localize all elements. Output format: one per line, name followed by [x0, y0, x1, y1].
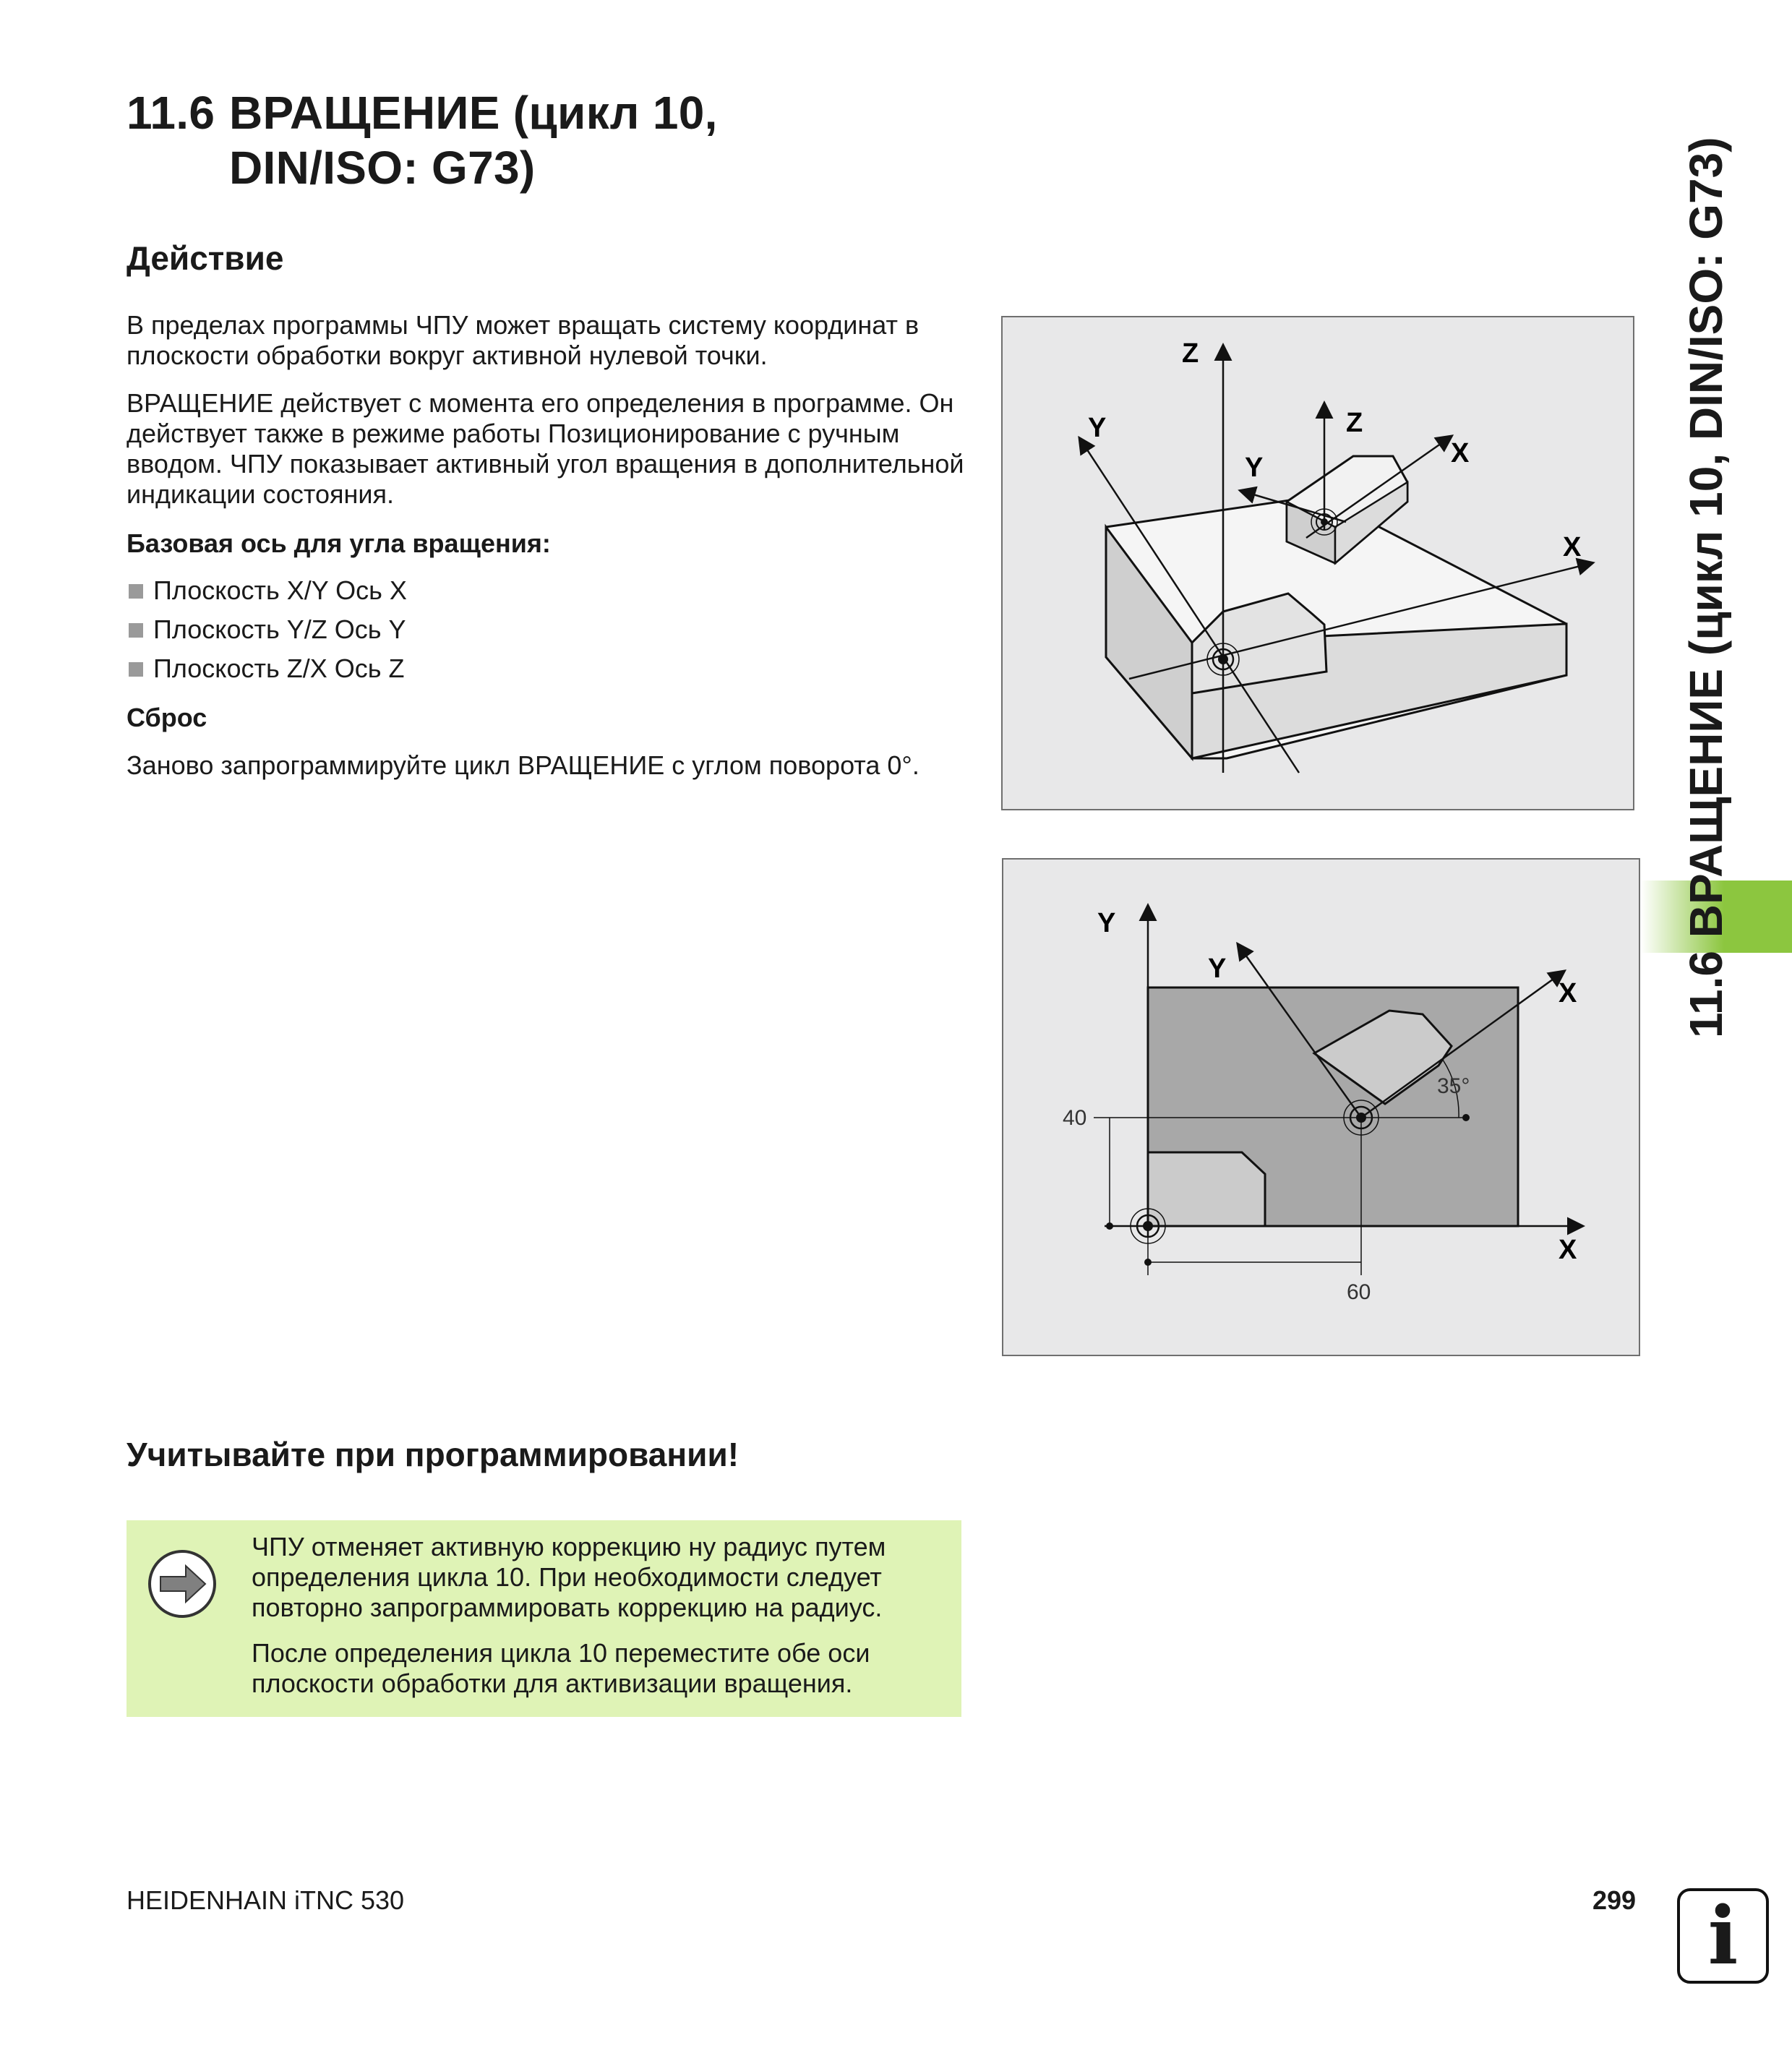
section-heading-action: Действие	[127, 239, 284, 277]
title-line-2: DIN/ISO: G73)	[229, 142, 536, 194]
label-dim-60: 60	[1347, 1280, 1371, 1304]
bullet-square-icon	[129, 623, 143, 638]
note-box	[127, 1520, 961, 1717]
bullet-item: Плоскость Z/X Ось Z	[129, 654, 404, 684]
bullet-item: Плоскость X/Y Ось X	[129, 575, 407, 606]
label-angle: 35°	[1437, 1074, 1470, 1098]
label-x-axis: X	[1559, 1235, 1577, 1265]
label-dim-40: 40	[1063, 1106, 1087, 1130]
note-paragraph-2: После определения цикла 10 переместите обе оси плоскости обработки для активизации вращения.	[252, 1638, 870, 1698]
label-y-rotated: Y	[1208, 954, 1227, 984]
paragraph-2: ВРАЩЕНИЕ действует с момента его определения в программе. Он действует также в режиме работы Позиционирование с ручным вводом. ЧПУ показывает активный угол вращения в дополнительной индикации состояния.	[127, 388, 964, 509]
bullet-square-icon	[129, 584, 143, 599]
contour-original	[1148, 1152, 1265, 1226]
note-paragraph-1: ЧПУ отменяет активную коррекцию ну радиус путем определения цикла 10. При необходимости следует повторно запрограммировать коррекцию на радиус.	[252, 1532, 886, 1622]
label-x-main: X	[1563, 532, 1582, 562]
footer-product: HEIDENHAIN iTNC 530	[127, 1885, 405, 1915]
info-icon-glyph: i	[1707, 1889, 1739, 1982]
sidebar-chapter-label: 11.6 ВРАЩЕНИЕ (цикл 10, DIN/ISO: G73)	[1680, 137, 1732, 1038]
title-line-1: ВРАЩЕНИЕ (цикл 10,	[229, 87, 718, 139]
info-icon	[1677, 1888, 1769, 1984]
label-y-axis: Y	[1097, 908, 1116, 938]
label-z-main: Z	[1182, 338, 1199, 369]
paragraph-1: В пределах программы ЧПУ может вращать систему координат в плоскости обработки вокруг активной нулевой точки.	[127, 310, 919, 370]
base-axis-heading: Базовая ось для угла вращения:	[127, 528, 551, 558]
figure-3d-rotation	[1001, 316, 1634, 810]
page-title	[127, 85, 994, 195]
label-y-main: Y	[1088, 413, 1107, 443]
reset-text: Заново запрограммируйте цикл ВРАЩЕНИЕ с углом поворота 0°.	[127, 750, 919, 780]
section-heading-notes: Учитывайте при программировании!	[127, 1436, 739, 1473]
label-x-rotated: X	[1559, 978, 1577, 1008]
label-z-small: Z	[1346, 408, 1363, 438]
figure-3d-svg	[1003, 317, 1633, 809]
label-y-small: Y	[1245, 453, 1264, 483]
figure-2d-svg	[1003, 860, 1639, 1355]
bullet-item: Плоскость Y/Z Ось Y	[129, 614, 406, 645]
section-number: 11.6	[127, 87, 215, 139]
footer-page-number: 299	[1592, 1885, 1637, 1915]
label-x-small: X	[1451, 438, 1470, 468]
figure-2d-rotation	[1002, 858, 1640, 1356]
arrow-right-icon	[146, 1548, 218, 1620]
bullet-square-icon	[129, 662, 143, 677]
reset-heading: Сброс	[127, 703, 207, 732]
